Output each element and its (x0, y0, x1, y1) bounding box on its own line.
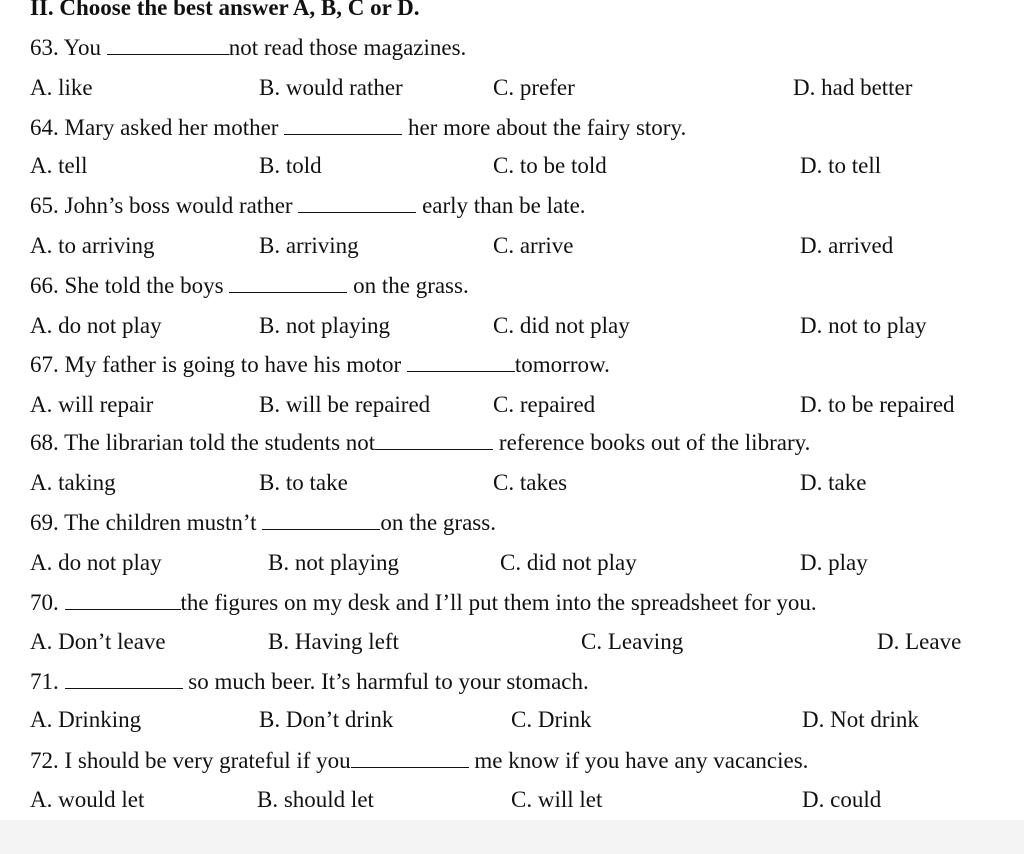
answer-option: D. Not drink (802, 707, 919, 732)
answer-option: D. had better (793, 75, 913, 100)
answer-option: C. prefer (493, 75, 575, 100)
answer-option: C. Leaving (581, 629, 684, 654)
question-text-before-blank: 66. She told the boys (30, 273, 230, 298)
question-text-after-blank: on the grass. (347, 273, 469, 298)
answer-blank (65, 591, 181, 610)
answer-blank (262, 511, 380, 530)
question-text-before-blank: 72. I should be very grateful if you (30, 748, 351, 773)
answer-option: A. Don’t leave (30, 629, 166, 654)
bottom-margin (0, 820, 1024, 854)
answer-option: B. not playing (259, 313, 390, 338)
question-text-after-blank: not read those magazines. (228, 35, 467, 60)
question-stem (30, 192, 586, 220)
question-stem (30, 34, 466, 62)
question-text-after-blank: tomorrow. (514, 352, 610, 377)
answer-option: D. not to play (800, 313, 927, 338)
answer-option: A. Drinking (30, 707, 142, 732)
question-text-before-blank: 69. The children mustn’t (30, 510, 263, 535)
question-text-before-blank: 65. John’s boss would rather (30, 193, 299, 218)
answer-blank (298, 194, 416, 213)
question-text-before-blank: 70. (30, 590, 65, 615)
answer-option: B. arriving (259, 233, 359, 258)
question-stem (30, 114, 686, 142)
answer-blank (65, 670, 183, 689)
answer-option: C. will let (511, 787, 603, 812)
question-stem (30, 509, 496, 537)
answer-option: B. should let (257, 787, 374, 812)
question-text-before-blank: 63. You (30, 35, 107, 60)
answer-option: B. to take (259, 470, 348, 495)
question-text-after-blank: so much beer. It’s harmful to your stomach. (182, 669, 589, 694)
answer-blank (107, 36, 229, 55)
question-stem (30, 589, 817, 617)
answer-option: C. repaired (493, 392, 596, 417)
question-text-after-blank: early than be late. (416, 193, 586, 218)
answer-option: D. to be repaired (800, 392, 955, 417)
answer-blank (375, 431, 493, 450)
question-text-after-blank: me know if you have any vacancies. (468, 748, 809, 773)
answer-option: D. play (800, 550, 868, 575)
question-stem (30, 429, 810, 457)
question-text-before-blank: 67. My father is going to have his motor (30, 352, 407, 377)
question-stem (30, 272, 469, 300)
question-text-before-blank: 71. (30, 669, 65, 694)
answer-option: C. Drink (511, 707, 592, 732)
question-text-after-blank: reference books out of the library. (493, 430, 811, 455)
answer-option: A. taking (30, 470, 116, 495)
question-stem (30, 351, 610, 379)
answer-option: D. to tell (800, 153, 882, 178)
question-text-before-blank: 64. Mary asked her mother (30, 115, 285, 140)
answer-option: A. would let (30, 787, 145, 812)
answer-option: B. Don’t drink (259, 707, 394, 732)
answer-option: C. takes (493, 470, 568, 495)
answer-option: A. tell (30, 153, 88, 178)
answer-option: A. will repair (30, 392, 154, 417)
answer-option: B. told (259, 153, 322, 178)
question-text-after-blank: the figures on my desk and I’ll put them into the spreadsheet for you. (180, 590, 817, 615)
question-text-after-blank: her more about the fairy story. (402, 115, 687, 140)
answer-option: A. do not play (30, 550, 162, 575)
answer-option: B. not playing (268, 550, 399, 575)
answer-option: A. to arriving (30, 233, 155, 258)
question-stem (30, 668, 589, 696)
answer-option: A. like (30, 75, 93, 100)
answer-option: C. did not play (500, 550, 637, 575)
answer-option: B. would rather (259, 75, 403, 100)
answer-blank (407, 353, 515, 372)
section-heading: II. Choose the best answer A, B, C or D. (30, 0, 420, 20)
answer-option: D. take (800, 470, 867, 495)
answer-option: D. arrived (800, 233, 894, 258)
question-stem (30, 747, 808, 775)
answer-option: C. arrive (493, 233, 574, 258)
answer-blank (284, 116, 402, 135)
answer-option: B. Having left (268, 629, 399, 654)
question-text-before-blank: 68. The librarian told the students not (30, 430, 376, 455)
answer-option: A. do not play (30, 313, 162, 338)
answer-option: D. could (802, 787, 882, 812)
answer-option: C. did not play (493, 313, 630, 338)
answer-blank (229, 274, 347, 293)
answer-option: C. to be told (493, 153, 607, 178)
question-text-after-blank: on the grass. (380, 510, 496, 535)
answer-option: D. Leave (877, 629, 962, 654)
answer-blank (351, 749, 469, 768)
answer-option: B. will be repaired (259, 392, 431, 417)
